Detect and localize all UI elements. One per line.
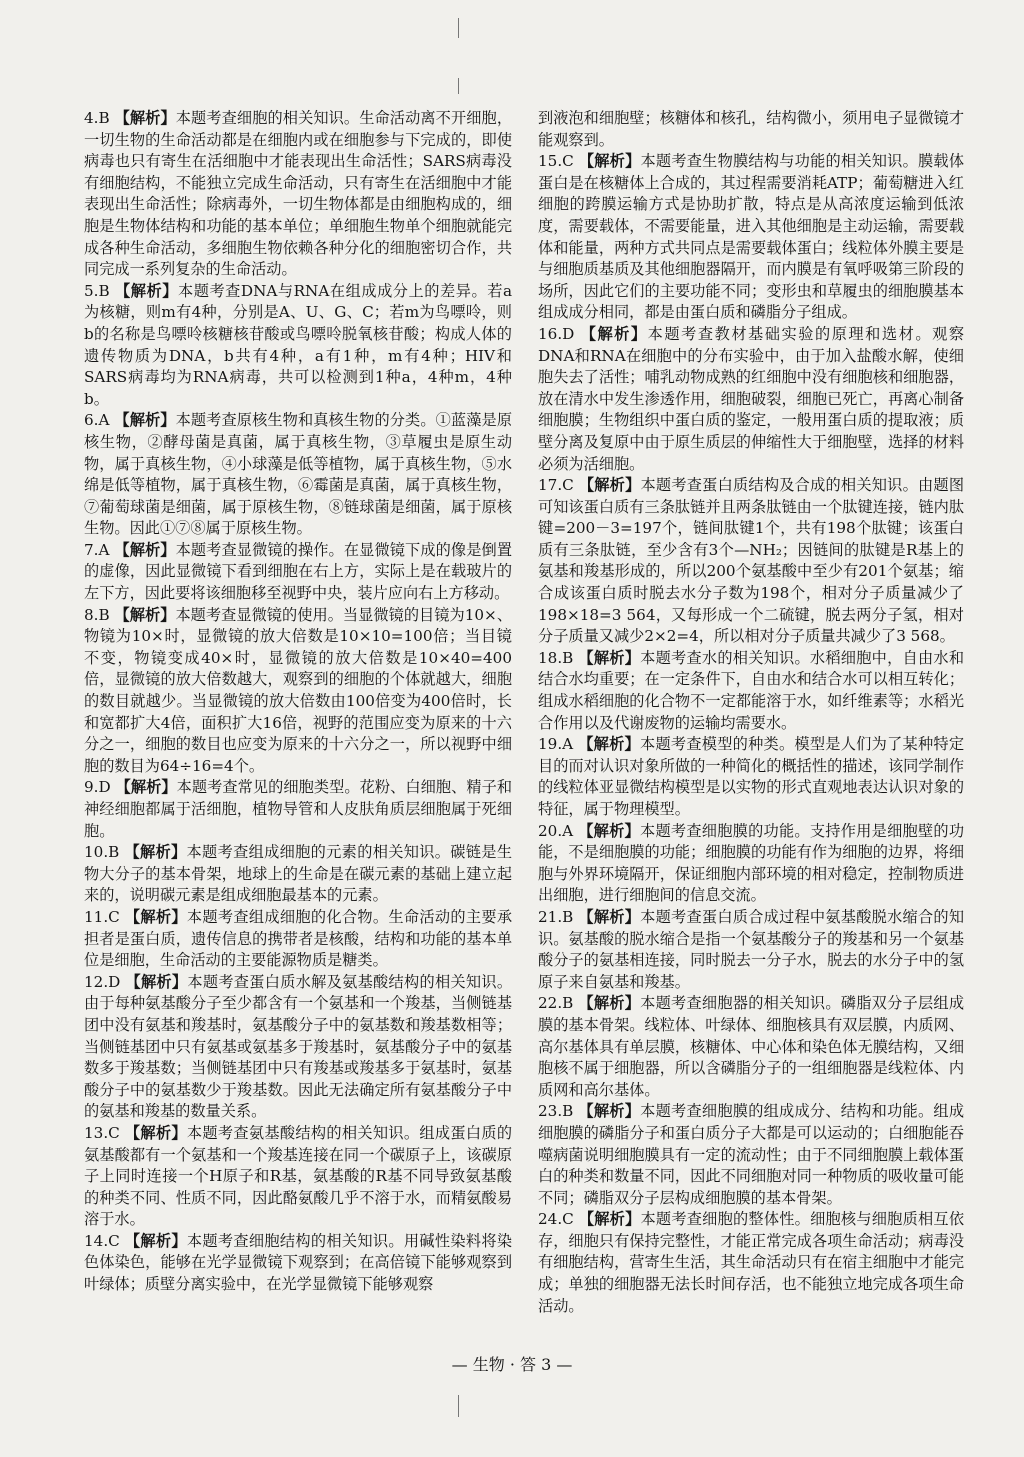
analysis-tag: 【解析】 <box>580 324 648 343</box>
analysis-tag: 【解析】 <box>114 540 176 559</box>
answer-number: 21.B <box>538 907 574 926</box>
analysis-text: 本题考查组成细胞的元素的相关知识。碳链是生物大分子的基本骨架，地球上的生命是在碳元素的基础上建立起来的，说明碳元素是组成细胞最基本的元素。 <box>84 843 513 905</box>
answer-item <box>84 410 512 540</box>
answer-item <box>538 648 964 734</box>
analysis-tag: 【解析】 <box>578 1210 641 1229</box>
answer-item <box>84 540 512 605</box>
answer-item <box>538 1101 964 1209</box>
analysis-tag: 【解析】 <box>578 994 641 1013</box>
analysis-text: 本题考查细胞器的相关知识。磷脂双分子层组成膜的基本骨架。线粒体、叶绿体、细胞核具有双层膜，内质网、高尔基体具有单层膜，核糖体、中心体和染色体无膜结构，又细胞核不属于细胞器，所以含磷脂分子的一组细胞器是线粒体、内质网和高尔基体。 <box>538 994 965 1099</box>
analysis-text: 本题考查水的相关知识。水稻细胞中，自由水和结合水均重要；在一定条件下，自由水和结合水可以相互转化；组成水稻细胞的化合物不一定都能溶于水，如纤维素等；水稻光合作用以及代谢废物的运输均需要水。 <box>538 648 965 732</box>
analysis-tag: 【解析】 <box>124 843 187 862</box>
analysis-tag: 【解析】 <box>578 648 641 667</box>
answer-item <box>84 108 512 281</box>
analysis-text: 本题考查蛋白质合成过程中氨基酸脱水缩合的知识。氨基酸的脱水缩合是指一个氨基酸分子的羧基和另一个氨基酸分子的氨基相连接，同时脱去一分子水，脱去的水分子中的氢原子来自氨基和羧基。 <box>538 907 965 991</box>
answer-number: 13.C <box>84 1123 120 1142</box>
analysis-tag: 【解析】 <box>124 1231 187 1250</box>
answer-number: 15.C <box>538 152 574 171</box>
analysis-text: 本题考查常见的细胞类型。花粉、白细胞、精子和神经细胞都属于活细胞，植物导管和人皮肤角质层细胞属于死细胞。 <box>84 778 512 840</box>
answer-item <box>84 1123 512 1231</box>
answer-item <box>538 475 964 648</box>
page-footer: — 生物 · 答 3 — <box>451 1355 573 1374</box>
answer-number: 14.C <box>84 1231 120 1250</box>
analysis-text: 本题考查细胞结构的相关知识。用碱性染料将染色体染色，能够在光学显微镜下观察到；在高倍镜下能够观察到叶绿体；质壁分离实验中，在光学显微镜下能够观察 <box>84 1231 513 1294</box>
analysis-tag: 【解析】 <box>114 605 176 624</box>
answer-item <box>84 777 512 842</box>
answer-item <box>84 1231 512 1296</box>
analysis-text: 本题考查模型的种类。模型是人们为了某种特定目的而对认识对象所做的一种简化的概括性的描述，该同学制作的线粒体亚显微结构模型是以实物的形式直观地表达认识对象的特征，属于物理模型。 <box>538 735 965 818</box>
crop-mark <box>458 18 459 38</box>
right-column <box>538 108 964 1317</box>
answer-number: 20.A <box>538 821 574 840</box>
answer-item <box>538 324 964 475</box>
analysis-text: 本题考查细胞的整体性。细胞核与细胞质相互依存，细胞只有保持完整性，才能正常完成各项生命活动；病毒没有细胞结构，营寄生生活，其生命活动只有在宿主细胞中才能完成；单独的细胞器无法长时间存活，也不能独立地完成各项生命活动。 <box>538 1210 965 1315</box>
analysis-text: 本题考查氨基酸结构的相关知识。组成蛋白质的氨基酸都有一个氨基和一个羧基连接在同一个碳原子上，该碳原子上同时连接一个H原子和R基，氨基酸的R基不同导致氨基酸的种类不同、性质不同，因此酪氨酸几乎不溶于水，而精氨酸易溶于水。 <box>84 1123 513 1229</box>
crop-mark <box>458 1395 459 1417</box>
answer-number: 11.C <box>84 907 120 926</box>
left-column <box>84 108 512 1296</box>
answer-item <box>538 821 964 907</box>
answer-number: 17.C <box>538 476 574 495</box>
answer-number: 6.A <box>84 411 110 430</box>
analysis-tag: 【解析】 <box>578 1102 641 1121</box>
answer-number: 10.B <box>84 843 120 862</box>
answer-number: 23.B <box>538 1102 574 1121</box>
answer-item <box>538 151 964 324</box>
analysis-tag: 【解析】 <box>578 821 640 840</box>
analysis-tag: 【解析】 <box>124 907 187 926</box>
answer-item <box>84 972 512 1123</box>
answer-item <box>84 281 512 411</box>
answer-item <box>84 842 512 907</box>
answer-item <box>84 605 512 778</box>
analysis-tag: 【解析】 <box>115 778 177 797</box>
analysis-text: 本题考查教材基础实验的原理和选材。观察DNA和RNA在细胞中的分布实验中，由于加入盐酸水解，使细胞失去了活性；哺乳动物成熟的红细胞中没有细胞核和细胞器，放在清水中发生渗透作用，细胞破裂，细胞已死亡，再离心制备细胞膜；生物组织中蛋白质的鉴定，一般用蛋白质的提取液；质壁分离及复原中由于原生质层的伸缩性大于细胞壁，选择的材料必须为活细胞。 <box>538 324 965 473</box>
answer-number: 18.B <box>538 648 574 667</box>
analysis-text: 本题考查细胞膜的组成成分、结构和功能。组成细胞膜的磷脂分子和蛋白质分子大都是可以运动的；白细胞能吞噬病菌说明细胞膜具有一定的流动性；由于不同细胞膜上载体蛋白的种类和数量不同，因此不同细胞对同一种物质的吸收量可能不同；磷脂双分子层构成细胞膜的基本骨架。 <box>538 1102 965 1207</box>
analysis-tag: 【解析】 <box>578 907 641 926</box>
answer-number: 4.B <box>84 109 110 127</box>
answer-item <box>538 1209 964 1317</box>
answer-number: 5.B <box>84 281 110 300</box>
answer-item <box>538 734 964 820</box>
analysis-text: 本题考查DNA与RNA在组成成分上的差异。若a为核糖，则m有4种，分别是A、U、G、C；若m为鸟嘌呤，则b的名称是鸟嘌呤核糖核苷酸或鸟嘌呤脱氧核苷酸；构成人体的遗传物质为DNA，b共有4种，a有1种，m有4种；HIV和SARS病毒均为RNA病毒，共可以检测到1种a，4种m，4种b。 <box>84 281 512 408</box>
analysis-tag: 【解析】 <box>578 476 641 495</box>
answer-number: 12.D <box>84 972 121 991</box>
analysis-text: 本题考查生物膜结构与功能的相关知识。膜载体蛋白是在核糖体上合成的，其过程需要消耗ATP；葡萄糖进入红细胞的跨膜运输方式是协助扩散，特点是从高浓度运输到低浓度，需要载体，不需要能量，进入其他细胞是主动运输，需要载体和能量，两种方式共同点是需要载体蛋白；线粒体外膜主要是与细胞质基质及其他细胞器隔开，而内膜是有氧呼吸第三阶段的场所，因此它们的主要功能不同；变形虫和草履虫的细胞膜基本组成成分相同，都是由蛋白质和磷脂分子组成。 <box>538 152 965 322</box>
analysis-tag: 【解析】 <box>578 735 640 754</box>
answer-number: 7.A <box>84 540 110 559</box>
answer-number: 19.A <box>538 735 574 754</box>
analysis-text: 本题考查组成细胞的化合物。生命活动的主要承担者是蛋白质，遗传信息的携带者是核酸，结构和功能的基本单位是细胞，生命活动的主要能源物质是糖类。 <box>84 907 513 970</box>
analysis-text: 本题考查原核生物和真核生物的分类。①蓝藻是原核生物，②酵母菌是真菌，属于真核生物，③草履虫是原生动物，属于真核生物，④小球藻是低等植物，属于真核生物，⑤水绵是低等植物，属于真核生物，⑥霉菌是真菌，属于真核生物，⑦葡萄球菌是细菌，属于原核生物，⑧链球菌是细菌，属于原核生物。因此①⑦⑧属于原核生物。 <box>84 411 513 538</box>
analysis-text: 本题考查蛋白质水解及氨基酸结构的相关知识。由于每种氨基酸分子至少都含有一个氨基和一个羧基，当侧链基团中没有氨基和羧基时，氨基酸分子中的氨基数和羧基数相等；当侧链基团中只有氨基或氨基多于羧基时，氨基酸分子中的氨基数多于羧基数；当侧链基团中只有羧基或羧基多于氨基时，氨基酸分子中的氨基数少于羧基数。因此无法确定所有氨基酸分子中的氨基和羧基的数量关系。 <box>84 972 513 1121</box>
answer-number: 9.D <box>84 778 111 797</box>
analysis-text: 本题考查显微镜的使用。当显微镜的目镜为10×、物镜为10×时，显微镜的放大倍数是10×10=100倍；当目镜不变，物镜变成40×时，显微镜的放大倍数是10×40=400倍，显微镜的放大倍数越大，观察到的细胞的个体就越大，细胞的数目就越少。当显微镜的放大倍数由100倍变为400倍时，长和宽都扩大4倍，面积扩大16倍，视野的范围应变为原来的十六分之一，细胞的数目也应变为原来的十六分之一，所以视野中细胞的数目为64÷16=4个。 <box>84 605 513 775</box>
answer-number: 16.D <box>538 324 575 343</box>
analysis-tag: 【解析】 <box>578 152 641 171</box>
answer-number: 22.B <box>538 994 574 1013</box>
answer-item <box>84 907 512 972</box>
analysis-text: 本题考查显微镜的操作。在显微镜下成的像是倒置的虚像，因此显微镜下看到细胞在右上方，实际上是在载玻片的左下方，因此要将该细胞移至视野中央，装片应向右上方移动。 <box>84 540 513 603</box>
analysis-tag: 【解析】 <box>114 411 176 430</box>
analysis-tag: 【解析】 <box>124 1123 187 1142</box>
answer-number: 24.C <box>538 1210 574 1229</box>
analysis-tag: 【解析】 <box>114 109 176 127</box>
crop-mark <box>458 78 459 94</box>
analysis-text: 到液泡和细胞壁；核糖体和核孔，结构微小，须用电子显微镜才能观察到。 <box>538 109 964 149</box>
answer-item <box>538 907 964 993</box>
analysis-tag: 【解析】 <box>125 972 188 991</box>
answer-number: 8.B <box>84 605 110 624</box>
analysis-text: 本题考查细胞膜的功能。支持作用是细胞壁的功能，不是细胞膜的功能；细胞膜的功能有作为细胞的边界，将细胞与外界环境隔开，保证细胞内部环境的相对稳定，控制物质进出细胞，进行细胞间的信息交流。 <box>538 821 965 905</box>
analysis-text: 本题考查蛋白质结构及合成的相关知识。由题图可知该蛋白质有三条肽链并且两条肽链由一个肽键连接，链内肽键=200－3=197个，链间肽键1个，共有198个肽键；该蛋白质有三条肽链，至少含有3个—NH₂；因链间的肽键是R基上的氨基和羧基形成的，所以200个氨基酸中至少有201个氨基；缩合成该蛋白质时脱去水分子数为198个，相对分子质量减少了198×18=3 564，又每形成一个二硫键，脱去两分子氢，相对分子质量又减少2×2=4，所以相对分子质量共减少了3 568。 <box>538 476 965 646</box>
analysis-text: 本题考查细胞的相关知识。生命活动离不开细胞，一切生物的生命活动都是在细胞内或在细胞参与下完成的，即使病毒也只有寄生在活细胞中才能表现出生命活性；SARS病毒没有细胞结构，不能独立完成生命活动，只有寄生在活细胞中才能表现出生命活性；除病毒外，一切生物体都是由细胞构成的，细胞是生物体结构和功能的基本单位；单细胞生物单个细胞就能完成各种生命活动，多细胞生物依赖各种分化的细胞密切合作，共同完成一系列复杂的生命活动。 <box>84 109 513 279</box>
answer-item <box>538 993 964 1101</box>
answer-item <box>538 108 964 151</box>
analysis-tag: 【解析】 <box>115 281 178 300</box>
